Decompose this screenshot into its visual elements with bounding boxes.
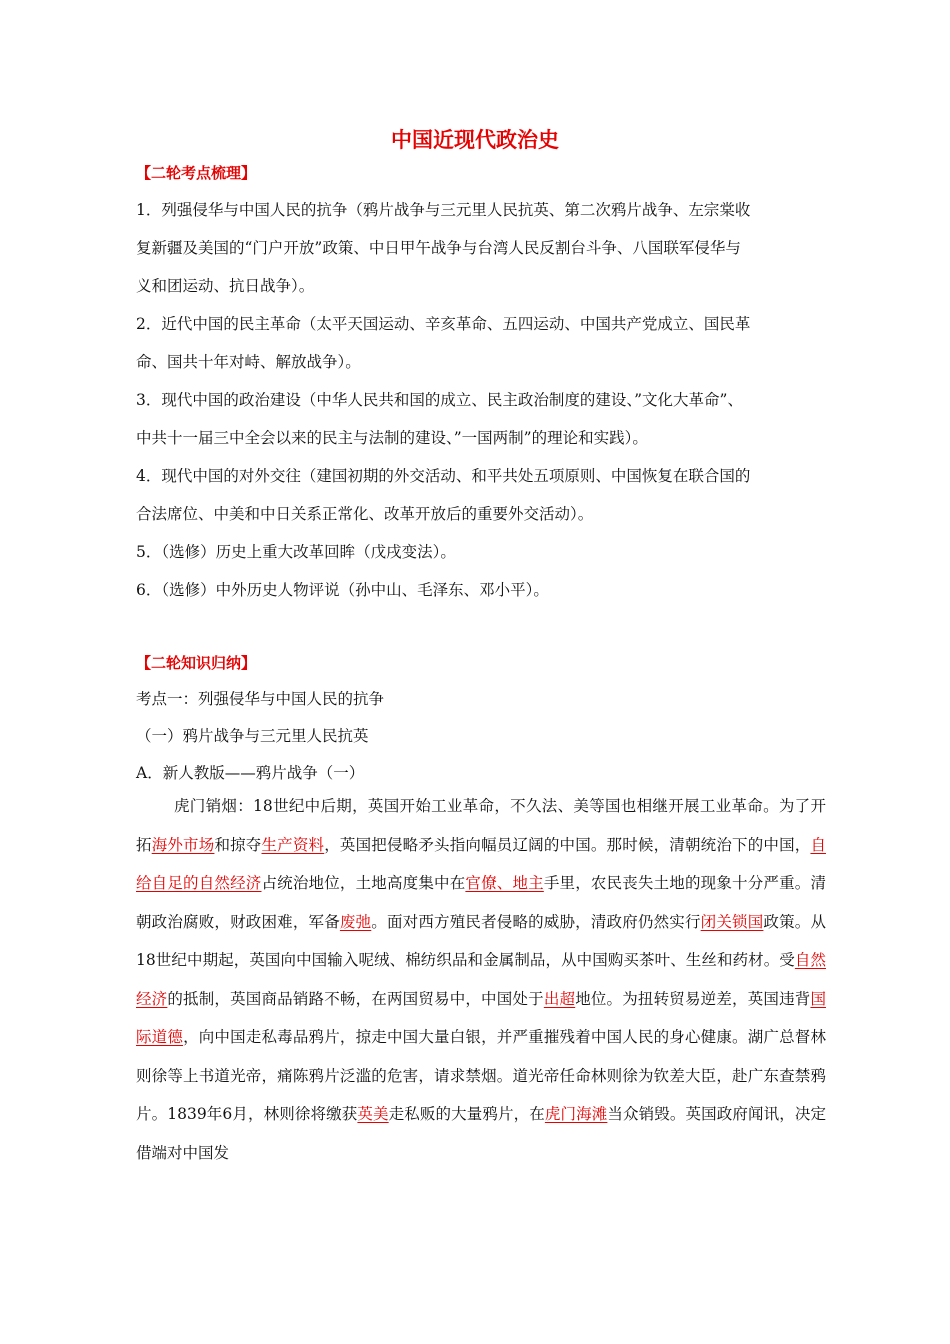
review-points-heading: 【二轮考点梳理】 bbox=[136, 164, 257, 182]
subtopic-heading: （一）鸦片战争与三元里人民抗英 bbox=[136, 727, 369, 745]
highlighted-term: 自给自足的自然经济 bbox=[136, 835, 826, 892]
knowledge-heading: 【二轮知识归纳】 bbox=[136, 654, 257, 672]
highlighted-term: 英美 bbox=[357, 1105, 389, 1123]
topic-heading: 考点一：列强侵华与中国人民的抗争 bbox=[136, 690, 385, 708]
review-line: 复新疆及美国的“门户开放”政策、中日甲午战争与台湾人民反割台斗争、八国联军侵华与 bbox=[136, 239, 741, 257]
review-line: 2．近代中国的民主革命（太平天国运动、辛亥革命、五四运动、中国共产党成立、国民革 bbox=[136, 315, 751, 333]
body-paragraph bbox=[136, 787, 826, 1172]
paragraph-text: 政策。从18世纪中期起，英国向中国输入呢绒、棉纺织品和金属制品，从中国购买茶叶、生丝和药材。受 bbox=[136, 912, 826, 969]
paragraph-text: 走私贩的大量鸦片，在 bbox=[388, 1105, 545, 1123]
review-line: 义和团运动、抗日战争）。 bbox=[136, 277, 315, 295]
highlighted-term: 自然经济 bbox=[136, 951, 826, 1008]
review-line: 合法席位、中美和中日关系正常化、改革开放后的重要外交活动）。 bbox=[136, 505, 594, 523]
paragraph-text: 和掠夺 bbox=[214, 835, 262, 854]
highlighted-term: 海外市场 bbox=[151, 835, 215, 854]
paragraph-text: 地位。为扭转贸易逆差，英国违背 bbox=[575, 989, 811, 1008]
review-line: 中共十一届三中全会以来的民主与法制的建设、”一国两制”的理论和实践）。 bbox=[136, 429, 648, 447]
highlighted-term: 官僚、地主 bbox=[465, 874, 544, 892]
paragraph-text: 占统治地位，土地高度集中在 bbox=[261, 874, 466, 892]
review-line: 6．（选修）中外历史人物评说（孙中山、毛泽东、邓小平）。 bbox=[136, 581, 549, 599]
paragraph-text: ，向中国走私毒品鸦片，掠走中国大量白银，并严重摧残着中国人民的身心健康。湖广总督林则徐等上书道光帝，痛陈鸦片泛滥的危害，请求禁烟。道光帝任命林则徐为钦差大臣，赴广东查禁鸦片。1839年6月，林则徐将缴获 bbox=[136, 1028, 826, 1123]
review-line: 3．现代中国的政治建设（中华人民共和国的成立、民主政治制度的建设、”文化大革命”、 bbox=[136, 391, 743, 409]
paragraph-text: 的抵制，英国商品销路不畅，在两国贸易中，中国处于 bbox=[167, 989, 544, 1008]
review-line: 1．列强侵华与中国人民的抗争（鸦片战争与三元里人民抗英、第二次鸦片战争、左宗棠收 bbox=[136, 201, 751, 219]
paragraph-text: 当众销毁。英国政府闻讯，决定借端对中国发 bbox=[136, 1105, 826, 1162]
highlighted-term: 虎门海滩 bbox=[544, 1105, 608, 1123]
review-line: 命、国共十年对峙、解放战争）。 bbox=[136, 353, 361, 371]
version-heading: A．新人教版——鸦片战争（一） bbox=[136, 764, 365, 782]
highlighted-term: 生产资料 bbox=[261, 835, 325, 854]
highlighted-term: 闭关锁国 bbox=[700, 912, 764, 931]
page-title: 中国近现代政治史 bbox=[391, 127, 559, 152]
highlighted-term: 出超 bbox=[543, 989, 576, 1008]
paragraph-text: 手里，农民丧失土地的现象十分严重。清朝政治腐败，财政困难，军备 bbox=[136, 874, 826, 931]
highlighted-term: 国际道德 bbox=[136, 989, 826, 1046]
paragraph-text: ，英国把侵略矛头指向幅员辽阔的中国。那时候，清朝统治下的中国， bbox=[324, 835, 811, 854]
highlighted-term: 废弛 bbox=[339, 912, 372, 931]
review-line: 5．（选修）历史上重大改革回眸（戊戌变法）。 bbox=[136, 543, 456, 561]
paragraph-text: 。面对西方殖民者侵略的威胁，清政府仍然实行 bbox=[371, 912, 701, 931]
paragraph-text: 虎门销烟：18世纪中后期，英国开始工业革命，不久法、美等国也相继开展工业革命。为了开拓 bbox=[136, 797, 826, 854]
review-line: 4．现代中国的对外交往（建国初期的外交活动、和平共处五项原则、中国恢复在联合国的 bbox=[136, 467, 751, 485]
